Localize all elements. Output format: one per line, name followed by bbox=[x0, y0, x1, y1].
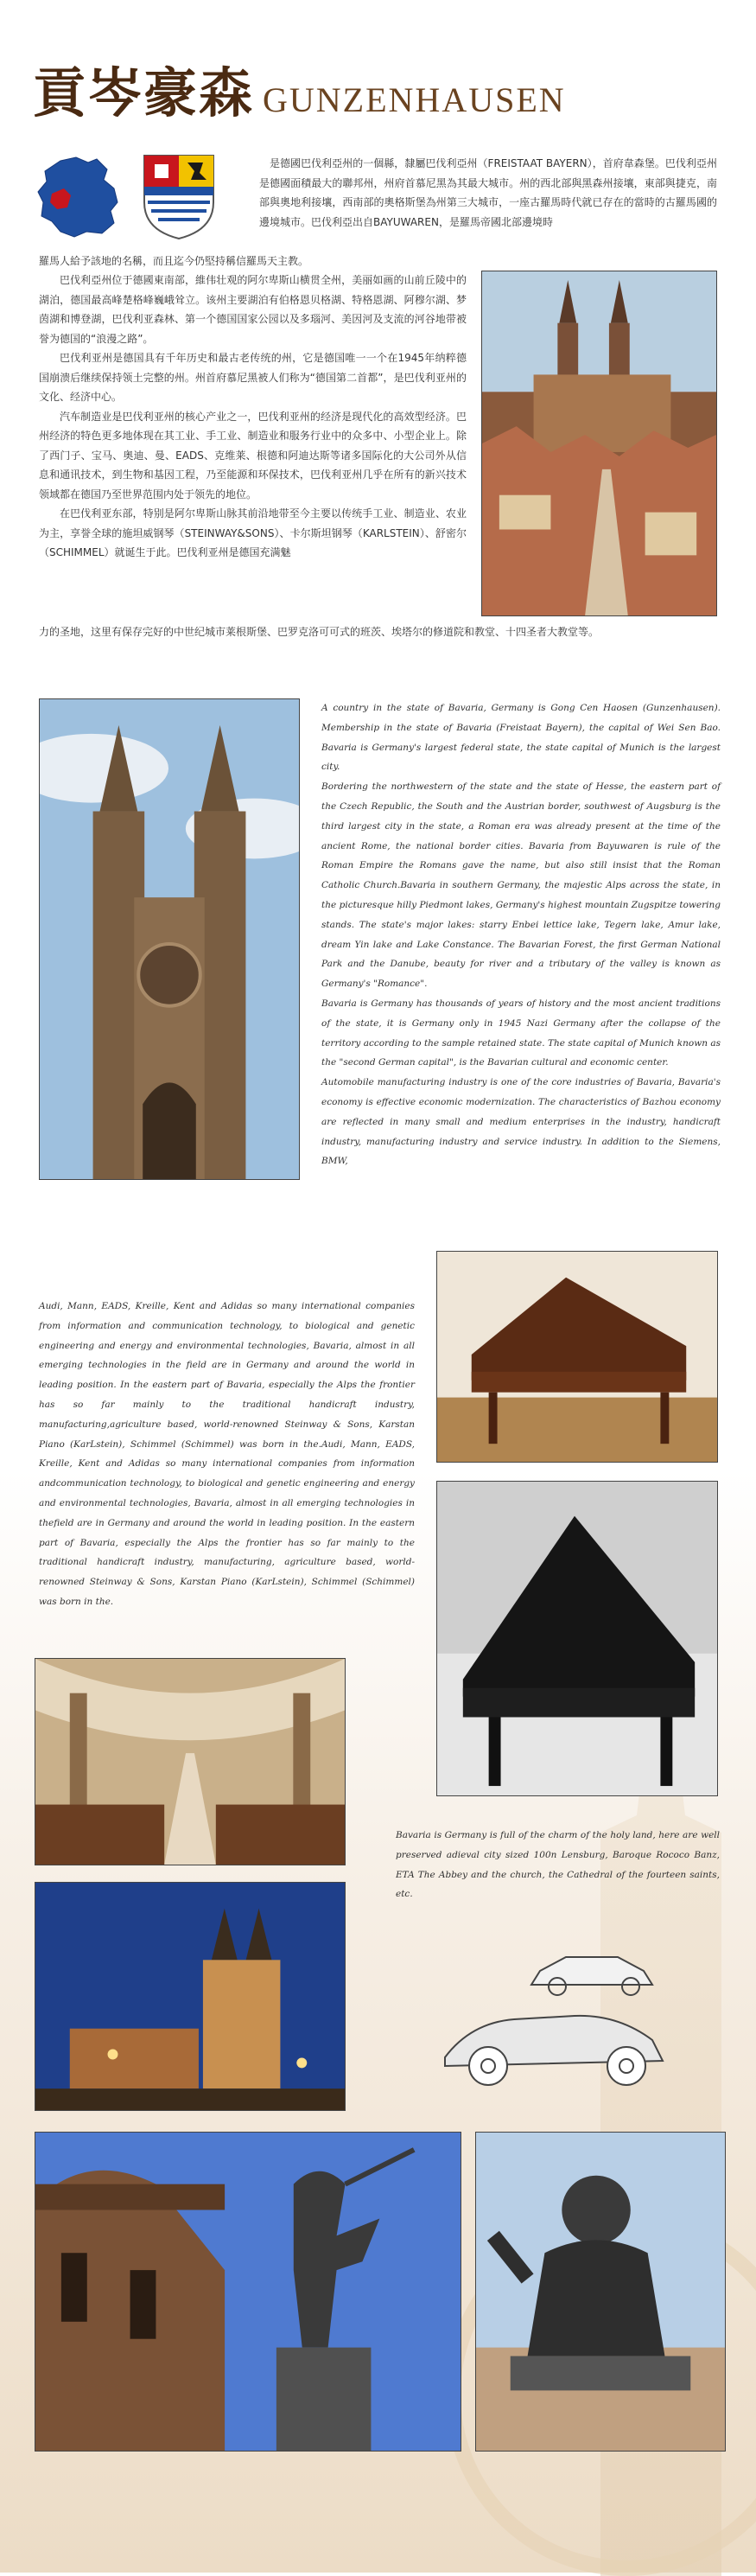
chinese-column bbox=[39, 271, 467, 563]
angel-statue-photo bbox=[35, 2132, 461, 2452]
page-title bbox=[33, 50, 566, 127]
english-column-right: A country in the state of Bavaria, Germany is Gong Cen Haosen (Gunzenhausen). Membership in the state of Bavaria (Freistaat Bayern), the capital of Wei Sen Bao. Bavaria is Germany's largest federal state, the state capital of Munich is the largest city. Bordering the northwestern of the state and the state of Hesse, the eastern part of the Czech Republic, the South and the Austrian border, southwest of Augsburg is the third largest city in the state, a Roman era was already present at the time of the ancient Rome, the national border cities. Bavaria from Bayuwaren is rule of the Roman Empire the Romans gave the name, but also still insist that the Roman Catholic Church.Bavaria in southern Germany, the majestic Alps across the state, in the picturesque hilly Piedmont lakes, Germany's highest mountain Zugspitze towering stands. The state's major lakes: starry Enbei lettice lake, Tegern lake, Amur lake, dream Yin lake and Lake Constance. The Bavarian Forest, the first German National Park and the Danube, beauty for river and a tributary of the valley is known as Germany's "Romance". Bavaria is Germany has thousands of years of history and the most ancient traditions of the state, it is Germany only in 1945 Nazi Germany after the collapse of the territory according to the sample retained state. The state capital of Munich known as the "second German capital", is the Bavarian cultural and economic center. Automobile manufacturing industry is one of the core industries of Bavaria, Bavaria's economy is effective economic modernization. The characteristics of Bazhou economy are reflected in many small and medium enterprises in the industry, handicraft industry, manufacturing industry and service industry. In addition to the Siemens, BMW, bbox=[321, 703, 721, 1167]
chinese-paragraph: 在巴伐利亚东部，特别是阿尔卑斯山脉其前沿地带至今主要以传统手工业、制造业、农业为主，享誉全球的施坦威钢琴（STEINWAY&SONS）、卡尔斯坦钢琴（KARLSTEIN）、舒密尔（SCHIMMEL）就诞生于此。巴伐利亚州是德国充满魅 bbox=[39, 507, 467, 558]
chinese-paragraph: 巴伐利亞州位于德國東南部，維伟壮观的阿尔卑斯山横贯全州，美丽如画的山前丘陵中的湖泊，德国最高峰楚格峰巍峨耸立。该州主要湖泊有伯格恩贝格湖、特格恩湖、阿穆尔湖、梦茵湖和博登湖，巴伐利亚森林、第一个德国国家公园以及多瑙河、美因河及支流的河谷地带被誉为德国的“浪漫之路”。 bbox=[39, 274, 467, 345]
title-chinese: 貢岑豪森 bbox=[33, 61, 255, 124]
title-english: GUNZENHAUSEN bbox=[263, 80, 566, 119]
english-column-left: Audi, Mann, EADS, Kreille, Kent and Adidas so many international companies from information and communication technology, to biological and genetic engineering and energy and environmental technologies, Bavaria, almost in all emerging technologies in the field are in Germany and around the world in leading position. In the eastern part of Bavaria, especially the Alps the frontier has so far mainly to the traditional handicraft industry, manufacturing,agriculture based, world-renowned Steinway & Sons, Karstan Piano (KarLstein), Schimmel (Schimmel) was born in the.Audi, Mann, EADS, Kreille, Kent and Adidas so many international companies from information andcommunication technology, to biological and genetic engineering and energy and environmental technologies, Bavaria, almost in all emerging technologies in thefield are in Germany and around the world in leading position. In the eastern part of Bavaria, especially the Alps the frontier has so far mainly to the traditional handicraft industry, manufacturing, agriculture based, world-renowned Steinway & Sons, Karstan Piano (KarLstein), Schimmel (Schimmel) was born in the. bbox=[39, 1301, 415, 1607]
vintage-car-sketch bbox=[436, 1936, 678, 2109]
chinese-paragraph: 汽车制造业是巴伐利亚州的核心产业之一，巴伐利亚州的经济是现代化的高效型经济。巴州经济的特色更多地体现在其工业、手工业、制造业和服务行业中的众多中、小型企业上。除了西门子、宝马、奥迪、曼、EADS、克维莱、根德和阿迪达斯等诸多国际化的大公司外从信息和通讯技术，到生物和基因工程，乃至能源和环保技术，巴伐利亚州几乎在所有的新兴技术领域都在德国乃至世界范围内处于领先的地位。 bbox=[39, 410, 467, 501]
chinese-paragraph-end: 力的圣地，这里有保存完好的中世纪城市莱根斯堡、巴罗克洛可可式的班茨、埃塔尔的修道院和教堂、十四圣者大教堂等。 bbox=[39, 626, 600, 638]
english-closing-paragraph: Bavaria is Germany is full of the charm of the holy land, here are well preserved adieval city sized 100n Lensburg, Baroque Rococo Banz, ETA The Abbey and the church, the Cathedral of the fourteen saints, etc. bbox=[396, 1830, 720, 1900]
cathedral-twin-spires-photo bbox=[39, 698, 300, 1180]
bavaria-map-icon bbox=[35, 154, 121, 240]
intro-paragraph: 是德國巴伐利亞州的一個縣，隸屬巴伐利亞州（FREISTAAT BAYERN），首府韋森堡。巴伐利亞州是德國面積最大的聯邦州，州府首慕尼黑為其最大城市。州的西北部與黑森州接壤，東部與捷克，南部與奧地利接壤，西南部的奧格斯堡為州第三大城市，一座古羅馬時代就已存在的當時的古羅馬國的邊境城市。巴伐利亞出自BAYUWAREN，是羅馬帝國北部邊境時 bbox=[259, 157, 717, 228]
church-nave-photo bbox=[35, 1658, 346, 1865]
wurzburg-city-photo bbox=[481, 271, 717, 616]
chinese-paragraph: 巴伐利亚州是德国具有千年历史和最古老传统的州，它是德国唯一一个在1945年纳粹德国崩溃后继续保持领土完整的州。州首府慕尼黑被人们称为“德国第二首都”，是巴伐利亚州的文化、经济中心。 bbox=[39, 352, 467, 403]
intro-paragraph-continued: 羅馬人給予該地的名稱，而且迄今仍堅持稱信羅馬天主教。 bbox=[39, 255, 309, 267]
grand-piano-photo bbox=[436, 1251, 718, 1463]
black-grand-piano-photo bbox=[436, 1481, 718, 1796]
night-church-photo bbox=[35, 1882, 346, 2111]
coat-of-arms-icon bbox=[143, 154, 215, 240]
seated-statue-photo bbox=[475, 2132, 726, 2452]
